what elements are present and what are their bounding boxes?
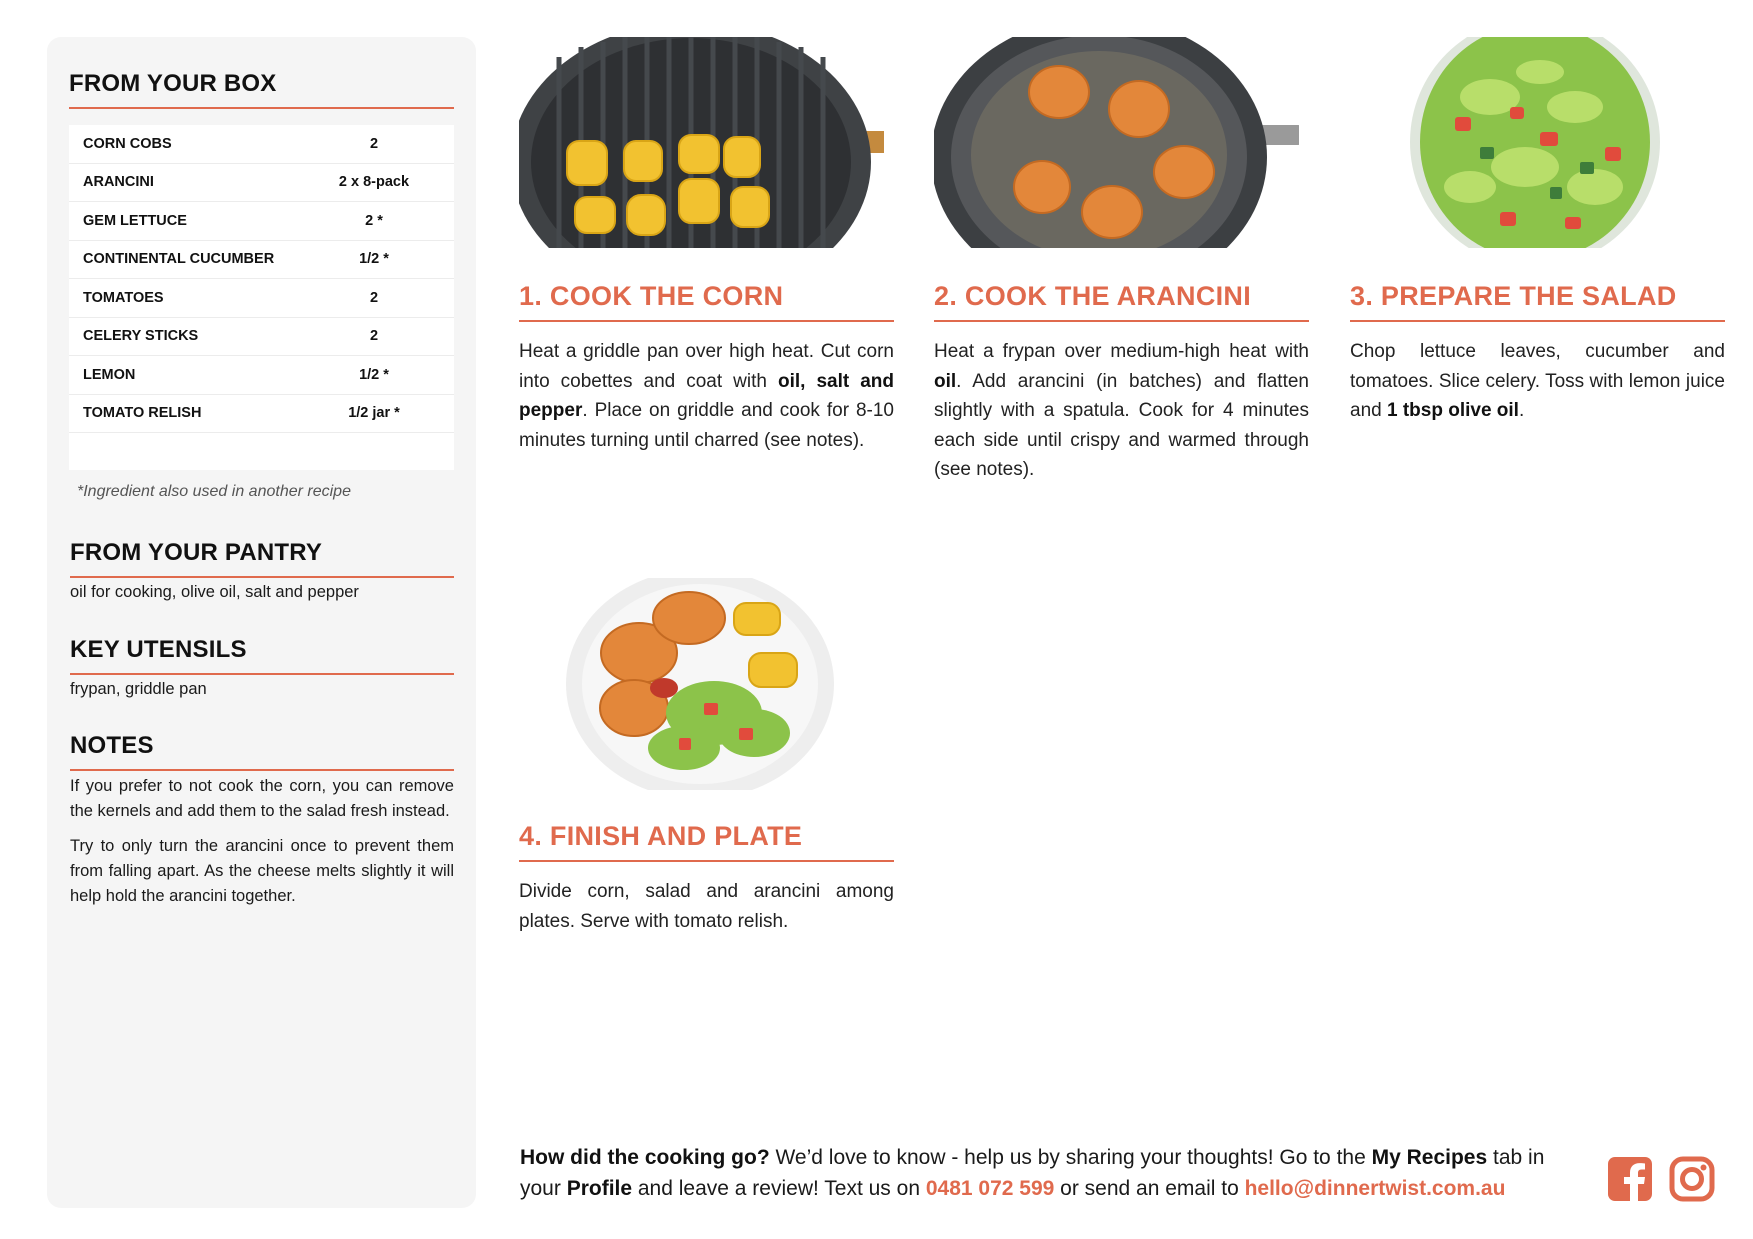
feedback-message: How did the cooking go? We’d love to know - help us by sharing your thoughts! Go to the My Recipes tab in your Profile and leave a review! Text us on 0481 072 599 or send an email to hello@dinnertwist.com.au <box>520 1146 1545 1200</box>
ingredient-name: CONTINENTAL CUCUMBER <box>83 251 275 268</box>
step-3-title: 3. PREPARE THE SALAD <box>1350 281 1725 322</box>
ingredient-name: TOMATO RELISH <box>83 405 202 422</box>
pantry-text: oil for cooking, olive oil, salt and pepper <box>70 583 359 601</box>
ingredient-qty: 2 * <box>365 212 383 229</box>
from-your-box-heading: FROM YOUR BOX <box>69 70 454 109</box>
ingredient-footnote: *Ingredient also used in another recipe <box>77 483 351 500</box>
table-row <box>69 356 454 395</box>
ingredient-qty: 2 <box>369 328 379 345</box>
ingredient-name: ARANCINI <box>83 174 154 191</box>
ingredients-table <box>69 125 454 470</box>
ingredient-qty: 2 <box>369 135 379 152</box>
table-row <box>69 318 454 357</box>
ingredient-qty: 2 <box>369 289 379 306</box>
ingredients-sidebar <box>47 37 476 1208</box>
salad-bowl-photo <box>1350 37 1715 248</box>
step-4-title: 4. FINISH AND PLATE <box>519 821 894 862</box>
ingredient-name: CELERY STICKS <box>83 328 199 345</box>
step-2-text: Heat a frypan over medium-high heat with oil. Add arancini (in batches) and flatten slightly with a spatula. Cook for 4 minutes each side until crispy and warmed through (see notes). <box>934 341 1309 480</box>
ingredient-qty: 1/2 * <box>359 366 389 383</box>
table-row <box>69 164 454 203</box>
utensils-text: frypan, griddle pan <box>70 680 207 698</box>
notes-body <box>70 774 454 919</box>
step-4-text: Divide corn, salad and arancini among plates. Serve with tomato relish. <box>519 881 894 932</box>
ingredient-qty: 1/2 jar * <box>348 405 400 422</box>
ingredient-name: LEMON <box>83 366 136 383</box>
step-3-text: Chop lettuce leaves, cucumber and tomatoes. Slice celery. Toss with lemon juice and 1 tbsp olive oil. <box>1350 341 1725 421</box>
table-row <box>69 125 454 164</box>
key-utensils-heading: KEY UTENSILS <box>70 636 454 675</box>
phone-link[interactable]: 0481 072 599 <box>925 1177 1055 1200</box>
notes-heading: NOTES <box>70 732 454 771</box>
ingredient-name: GEM LETTUCE <box>83 212 187 229</box>
table-row <box>69 395 454 434</box>
note-paragraph: If you prefer to not cook the corn, you can remove the kernels and add them to the salad fresh instead. <box>70 777 454 820</box>
step-1-text: Heat a griddle pan over high heat. Cut corn into cobettes and coat with oil, salt and pepper. Place on griddle and cook for 8-10 minutes turning until charred (see notes). <box>519 341 894 451</box>
facebook-icon[interactable] <box>1607 1156 1653 1202</box>
note-paragraph: Try to only turn the arancini once to prevent them from falling apart. As the cheese melts slightly it will help hold the arancini together. <box>70 837 454 905</box>
griddle-corn-photo <box>519 37 884 248</box>
email-link[interactable]: hello@dinnertwist.com.au <box>1244 1177 1506 1200</box>
ingredient-name: CORN COBS <box>83 135 172 152</box>
table-row <box>69 279 454 318</box>
instagram-icon[interactable] <box>1669 1156 1715 1202</box>
plated-meal-photo <box>564 578 836 790</box>
from-your-pantry-heading: FROM YOUR PANTRY <box>70 539 454 578</box>
table-row <box>69 202 454 241</box>
frypan-arancini-photo <box>934 37 1299 248</box>
ingredient-name: TOMATOES <box>83 289 164 306</box>
table-row <box>69 241 454 280</box>
step-1-title: 1. COOK THE CORN <box>519 281 894 322</box>
ingredient-qty: 2 x 8-pack <box>338 174 410 191</box>
step-2-title: 2. COOK THE ARANCINI <box>934 281 1309 322</box>
ingredient-qty: 1/2 * <box>359 251 389 268</box>
